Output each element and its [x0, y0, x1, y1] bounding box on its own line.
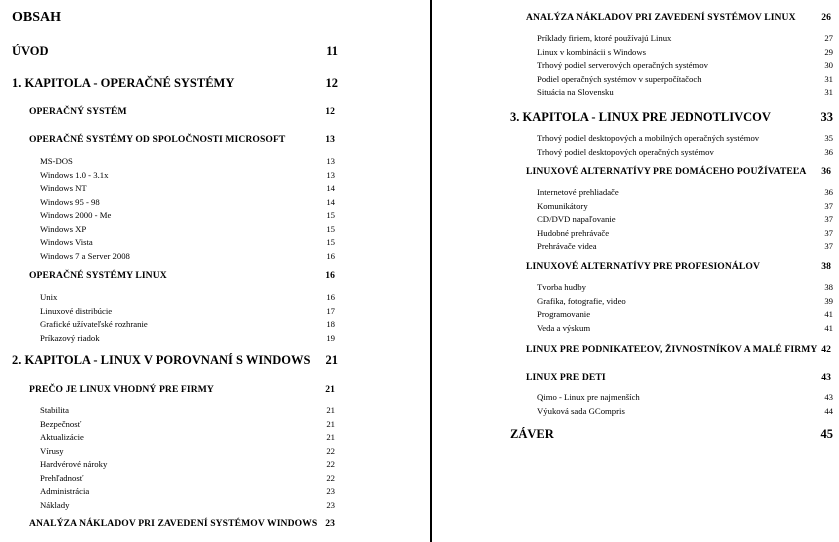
toc-entry-title: Situácia na Slovensku	[537, 87, 614, 97]
toc-entry-page: 29	[824, 46, 833, 57]
toc-entry-title: Administrácia	[40, 486, 90, 496]
toc-entry-uvod[interactable]	[12, 44, 338, 59]
toc-entry-page: 41	[824, 322, 833, 333]
toc-entry-title: Príkazový riadok	[40, 332, 100, 343]
toc-entry-title: Prehrávače videa	[537, 241, 597, 251]
toc-entry-page: 33	[820, 110, 833, 124]
toc-section-preco-linux[interactable]	[29, 384, 335, 395]
toc-subsection[interactable]	[537, 214, 833, 224]
toc-entry-page: 44	[824, 405, 833, 416]
toc-entry-page: 17	[326, 305, 335, 316]
toc-entry-title: Bezpečnosť	[40, 418, 82, 429]
toc-entry-title: Trhový podiel serverových operačných systémov	[537, 60, 708, 70]
toc-entry-title: Hardvérové nároky	[40, 459, 108, 469]
toc-entry-title: Windows Vista	[40, 237, 93, 247]
toc-subsection[interactable]	[40, 459, 335, 469]
toc-entry-page: 12	[325, 76, 338, 90]
toc-entry-page: 23	[325, 518, 335, 529]
toc-subsection[interactable]	[40, 156, 335, 166]
toc-subsection[interactable]	[537, 33, 833, 43]
toc-entry-title: Grafické užívateľské rozhranie	[40, 319, 148, 329]
toc-section-analyza-linux[interactable]	[526, 12, 831, 23]
toc-entry-title: Internetové prehliadače	[537, 187, 619, 197]
toc-entry-page: 19	[326, 332, 335, 343]
toc-subsection[interactable]	[40, 170, 335, 180]
toc-entry-page: 11	[326, 44, 338, 58]
toc-entry-page: 13	[326, 169, 335, 180]
toc-subsection[interactable]	[537, 74, 833, 84]
toc-subsection[interactable]	[40, 224, 335, 234]
toc-subsection[interactable]	[537, 147, 833, 157]
toc-subsection[interactable]	[40, 251, 335, 261]
toc-entry-page: 30	[824, 60, 833, 70]
toc-entry-page: 26	[821, 12, 831, 23]
toc-entry-page: 22	[326, 472, 335, 483]
toc-entry-title: Linux v kombinácii s Windows	[537, 46, 647, 57]
toc-entry-page: 41	[824, 309, 833, 319]
toc-entry-page: 36	[824, 187, 833, 197]
toc-entry-title: Windows 2000 - Me	[40, 210, 112, 220]
toc-subsection[interactable]	[40, 446, 335, 456]
toc-entry-title: Príklady firiem, ktoré používajú Linux	[537, 33, 672, 43]
toc-entry-title: Trhový podiel desktopových operačných systémov	[537, 146, 714, 157]
toc-subsection[interactable]	[537, 133, 833, 143]
toc-subsection[interactable]	[537, 296, 833, 306]
toc-section-operacny-system[interactable]	[29, 106, 335, 117]
toc-entry-page: 43	[824, 392, 833, 402]
toc-subsection[interactable]	[537, 47, 833, 57]
toc-entry-page: 37	[824, 200, 833, 211]
toc-subsection[interactable]	[40, 486, 335, 496]
toc-entry-zaver[interactable]	[510, 427, 833, 442]
toc-entry-page: 15	[326, 223, 335, 234]
toc-section-deti[interactable]	[526, 372, 831, 383]
toc-entry-title: Qimo - Linux pre najmenších	[537, 392, 640, 402]
toc-entry-title: Windows NT	[40, 183, 87, 193]
toc-entry-page: 21	[325, 353, 338, 367]
toc-entry-page: 31	[824, 73, 833, 84]
toc-entry-title: Prehľadnosť	[40, 472, 84, 483]
toc-entry-page: 16	[326, 292, 335, 302]
toc-entry-title: Grafika, fotografie, video	[537, 295, 626, 306]
page-divider	[430, 0, 432, 542]
toc-entry-page: 12	[325, 106, 335, 117]
toc-entry-title: Náklady	[40, 499, 70, 510]
toc-subsection[interactable]	[40, 432, 335, 442]
toc-entry-title: OPERAČNÉ SYSTÉMY OD SPOLOČNOSTI MICROSOFT	[29, 134, 286, 145]
toc-entry-title: OPERAČNÝ SYSTÉM	[29, 106, 127, 117]
toc-entry-page: 14	[326, 196, 335, 207]
toc-entry-page: 43	[821, 372, 831, 383]
toc-entry-title: Linuxové distribúcie	[40, 305, 113, 316]
toc-chapter-3[interactable]	[510, 110, 833, 125]
toc-entry-title: LINUXOVÉ ALTERNATÍVY PRE PROFESIONÁLOV	[526, 261, 760, 272]
toc-entry-title: LINUXOVÉ ALTERNATÍVY PRE DOMÁCEHO POUŽÍVATEĽA	[526, 166, 807, 177]
toc-chapter-2[interactable]	[12, 353, 338, 368]
toc-entry-page: 23	[326, 486, 335, 496]
toc-entry-page: 21	[326, 405, 335, 415]
toc-entry-page: 14	[326, 183, 335, 193]
toc-entry-title: Unix	[40, 292, 58, 302]
toc-subsection[interactable]	[537, 241, 833, 251]
toc-section-microsoft[interactable]	[29, 134, 335, 145]
toc-entry-title: ZÁVER	[510, 427, 554, 441]
toc-entry-page: 21	[326, 418, 335, 429]
toc-subsection[interactable]	[537, 60, 833, 70]
toc-entry-title: Komunikátory	[537, 200, 588, 211]
toc-subsection[interactable]	[40, 197, 335, 207]
toc-entry-title: ÚVOD	[12, 44, 49, 58]
toc-subsection[interactable]	[537, 392, 833, 402]
toc-entry-title: Programovanie	[537, 309, 591, 319]
toc-entry-page: 13	[326, 156, 335, 166]
toc-entry-title: LINUX PRE DETI	[526, 372, 606, 383]
toc-entry-page: 23	[326, 499, 335, 510]
toc-entry-title: Stabilita	[40, 405, 69, 415]
toc-entry-title: Windows 1.0 - 3.1x	[40, 169, 109, 180]
toc-entry-title: Veda a výskum	[537, 322, 591, 333]
toc-entry-title: Aktualizácie	[40, 432, 84, 442]
toc-entry-page: 15	[326, 237, 335, 247]
toc-subsection[interactable]	[40, 306, 335, 316]
toc-subsection[interactable]	[537, 87, 833, 97]
toc-subsection[interactable]	[40, 500, 335, 510]
toc-entry-title: PREČO JE LINUX VHODNÝ PRE FIRMY	[29, 384, 214, 395]
toc-entry-title: Trhový podiel desktopových a mobilných operačných systémov	[537, 133, 760, 143]
toc-subsection[interactable]	[40, 319, 335, 329]
toc-entry-title: Vírusy	[40, 445, 64, 456]
toc-entry-page: 22	[326, 459, 335, 469]
toc-entry-page: 37	[824, 241, 833, 251]
toc-entry-title: Výuková sada GCompris	[537, 405, 625, 416]
toc-entry-title: 1. KAPITOLA - OPERAČNÉ SYSTÉMY	[12, 76, 235, 90]
toc-heading-text: OBSAH	[12, 10, 62, 25]
toc-subsection[interactable]	[537, 309, 833, 319]
toc-subsection[interactable]	[40, 473, 335, 483]
toc-entry-page: 37	[824, 214, 833, 224]
toc-entry-title: Hudobné prehrávače	[537, 227, 610, 238]
toc-section-analyza-windows[interactable]	[29, 518, 335, 529]
toc-entry-title: CD/DVD napaľovanie	[537, 214, 616, 224]
toc-entry-page: 15	[326, 210, 335, 220]
toc-section-domaci-pouzivatel[interactable]	[526, 166, 831, 177]
toc-entry-title: Windows 95 - 98	[40, 196, 100, 207]
toc-subsection[interactable]	[40, 333, 335, 343]
toc-right-page	[433, 0, 839, 542]
toc-entry-page: 16	[326, 250, 335, 261]
toc-entry-title: Tvorba hudby	[537, 282, 586, 292]
toc-subsection[interactable]	[40, 405, 335, 415]
toc-entry-page: 36	[824, 146, 833, 157]
toc-entry-page: 36	[821, 166, 831, 177]
toc-chapter-1[interactable]	[12, 76, 338, 91]
toc-entry-page: 37	[824, 227, 833, 238]
toc-entry-page: 22	[326, 445, 335, 456]
toc-entry-page: 18	[326, 319, 335, 329]
toc-entry-title: ANALÝZA NÁKLADOV PRI ZAVEDENÍ SYSTÉMOV LINUX	[526, 12, 796, 23]
toc-subsection[interactable]	[40, 210, 335, 220]
toc-entry-page: 21	[325, 384, 335, 395]
toc-entry-title: Windows XP	[40, 223, 87, 234]
toc-entry-title: Podiel operačných systémov v superpočítačoch	[537, 73, 702, 84]
toc-entry-page: 38	[824, 282, 833, 292]
toc-section-linux[interactable]	[29, 270, 335, 281]
toc-entry-page: 42	[821, 344, 831, 355]
toc-entry-title: ANALÝZA NÁKLADOV PRI ZAVEDENÍ SYSTÉMOV WINDOWS	[29, 518, 318, 529]
toc-subsection[interactable]	[537, 187, 833, 197]
toc-section-podnikatelia[interactable]	[526, 344, 831, 355]
toc-subsection[interactable]	[40, 292, 335, 302]
toc-entry-page: 21	[326, 432, 335, 442]
toc-entry-title: Windows 7 a Server 2008	[40, 250, 130, 261]
toc-entry-page: 31	[824, 87, 833, 97]
toc-entry-page: 13	[325, 134, 335, 145]
toc-subsection[interactable]	[537, 323, 833, 333]
toc-entry-page: 27	[824, 33, 833, 43]
toc-section-profesionali[interactable]	[526, 261, 831, 272]
toc-entry-title: LINUX PRE PODNIKATEĽOV, ŽIVNOSTNÍKOV A MALÉ FIRMY	[526, 344, 818, 355]
toc-entry-page: 45	[820, 427, 833, 441]
toc-entry-title: 2. KAPITOLA - LINUX V POROVNANÍ S WINDOWS	[12, 353, 311, 367]
toc-entry-page: 16	[325, 270, 335, 281]
toc-subsection[interactable]	[537, 406, 833, 416]
toc-subsection[interactable]	[40, 237, 335, 247]
toc-entry-page: 39	[824, 295, 833, 306]
toc-subsection[interactable]	[537, 228, 833, 238]
toc-entry-page: 35	[824, 133, 833, 143]
toc-subsection[interactable]	[537, 201, 833, 211]
toc-entry-title: 3. KAPITOLA - LINUX PRE JEDNOTLIVCOV	[510, 110, 771, 124]
toc-entry-title: MS-DOS	[40, 156, 73, 166]
toc-subsection[interactable]	[40, 419, 335, 429]
toc-heading	[12, 10, 61, 26]
toc-entry-page: 38	[821, 261, 831, 272]
toc-subsection[interactable]	[40, 183, 335, 193]
toc-subsection[interactable]	[537, 282, 833, 292]
toc-entry-title: OPERAČNÉ SYSTÉMY LINUX	[29, 270, 167, 281]
